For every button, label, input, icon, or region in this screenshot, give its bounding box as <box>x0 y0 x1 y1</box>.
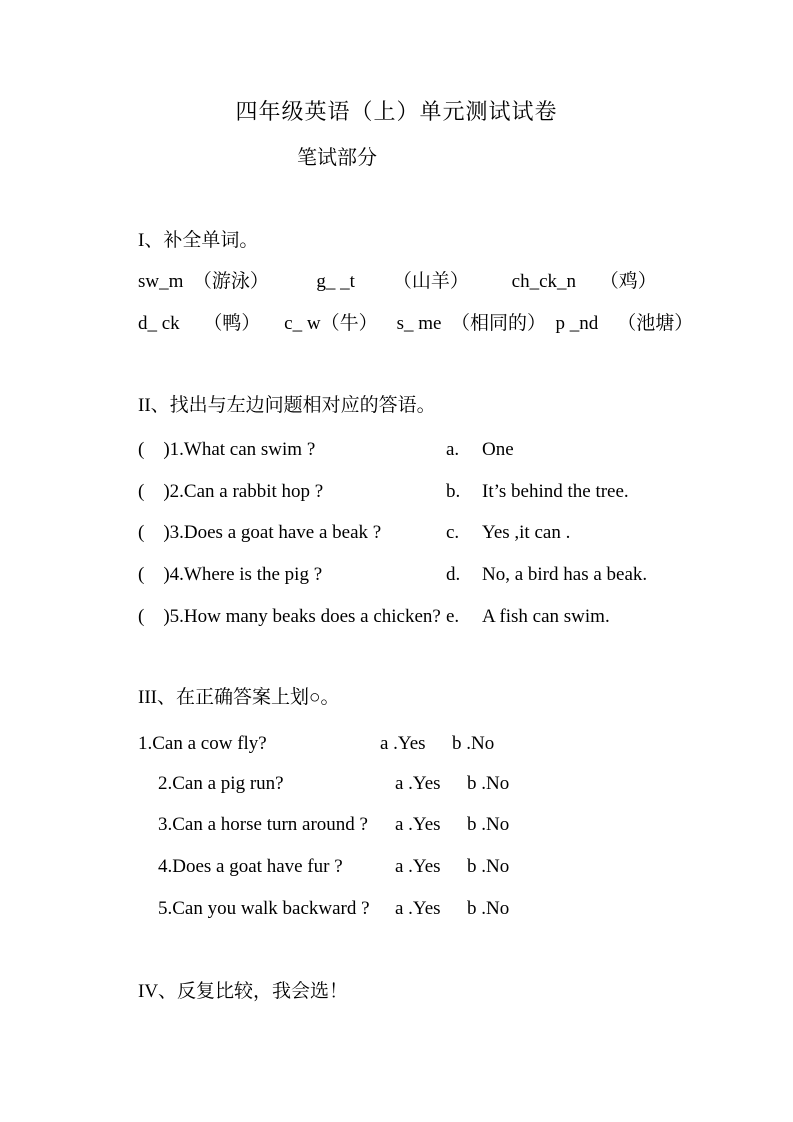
choice-row-4 <box>158 855 509 879</box>
matching-row-2 <box>138 480 629 504</box>
matching-question: ( )4.Where is the pig ? <box>138 564 323 585</box>
page-subtitle: 笔试部分 <box>297 147 377 169</box>
choice-option-a: a .Yes <box>395 773 441 794</box>
answer-letter: b. <box>446 481 461 502</box>
matching-question: ( )1.What can swim ? <box>138 439 316 460</box>
word-fill-line-2: d_ ck （鸭） c_ w（牛） s_ me （相同的） p _nd （池塘） <box>138 313 694 334</box>
section2-heading: II、找出与左边问题相对应的答语。 <box>138 395 436 416</box>
answer-letter: c. <box>446 522 460 543</box>
answer-letter: e. <box>446 606 460 627</box>
answer-text: It’s behind the tree. <box>482 481 629 502</box>
choice-option-b: b .No <box>467 856 510 877</box>
matching-row-3 <box>138 521 570 545</box>
choice-option-a: a .Yes <box>395 814 441 835</box>
choice-option-b: b .No <box>467 773 510 794</box>
choice-option-a: a .Yes <box>395 898 441 919</box>
answer-letter: d. <box>446 564 461 585</box>
choice-option-a: a .Yes <box>380 733 426 754</box>
matching-question: ( )3.Does a goat have a beak ? <box>138 522 382 543</box>
choice-question: 3.Can a horse turn around ? <box>158 814 368 835</box>
choice-option-b: b .No <box>467 814 510 835</box>
choice-question: 2.Can a pig run? <box>158 773 284 794</box>
answer-text: No, a bird has a beak. <box>482 564 648 585</box>
matching-question: ( )5.How many beaks does a chicken? <box>138 606 441 627</box>
matching-row-1 <box>138 438 514 462</box>
choice-question: 4.Does a goat have fur ? <box>158 856 343 877</box>
choice-row-5 <box>158 897 509 921</box>
section4-heading: IV、反复比较，我会选！ <box>138 981 349 1002</box>
answer-text: A fish can swim. <box>482 606 610 627</box>
choice-question: 5.Can you walk backward ? <box>158 898 370 919</box>
choice-option-b: b .No <box>467 898 510 919</box>
page-title: 四年级英语（上）单元测试试卷 <box>235 99 558 124</box>
matching-question: ( )2.Can a rabbit hop ? <box>138 481 324 502</box>
section3-heading: III、在正确答案上划○。 <box>138 687 340 708</box>
choice-row-3 <box>158 813 509 837</box>
choice-option-a: a .Yes <box>395 856 441 877</box>
answer-text: One <box>482 439 514 460</box>
matching-row-4 <box>138 563 647 587</box>
word-fill-line-1: sw_m （游泳） g_ _t （山羊） ch_ck_n （鸡） <box>138 271 657 292</box>
choice-option-b: b .No <box>452 733 495 754</box>
choice-question: 1.Can a cow fly? <box>138 733 267 754</box>
answer-letter: a. <box>446 439 460 460</box>
choice-row-1 <box>138 732 494 756</box>
choice-row-2 <box>158 772 509 796</box>
answer-text: Yes ,it can . <box>482 522 571 543</box>
section1-heading: I、补全单词。 <box>138 230 259 251</box>
matching-row-5 <box>138 605 610 629</box>
